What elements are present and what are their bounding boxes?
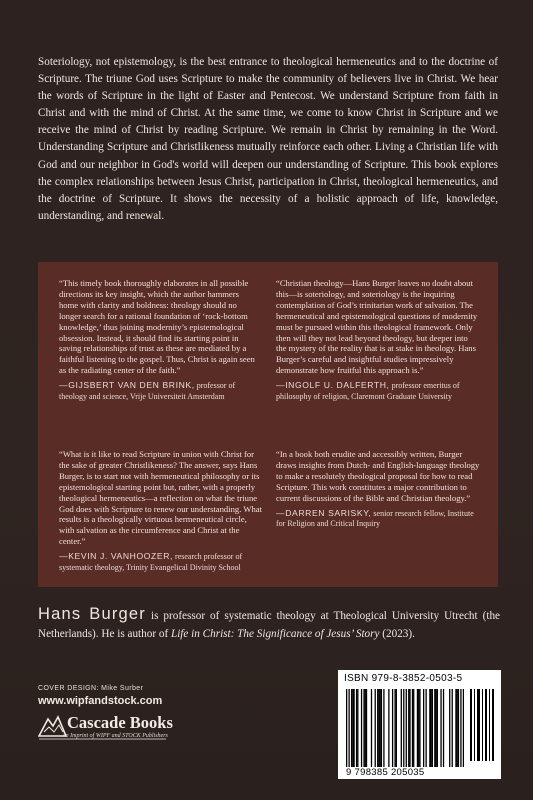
author-name: Hans Burger [38, 605, 147, 623]
endorsement-1 [59, 278, 257, 402]
endorsement-2 [276, 278, 480, 402]
barcode-bar [361, 689, 362, 767]
barcode-digits: 9 798385 205035 [346, 767, 425, 778]
barcode-bar [351, 689, 352, 767]
barcode-bar [440, 689, 441, 767]
endorser-name: —INGOLF U. DALFERTH, [276, 380, 390, 391]
author-bio-end: (2023). [379, 627, 415, 640]
author-bio [38, 606, 500, 643]
endorsement-attribution [59, 551, 263, 573]
endorsement-attribution [59, 380, 257, 402]
endorser-name: —KEVIN J. VANHOOZER, [59, 551, 174, 562]
barcode-bar [458, 689, 459, 767]
barcode-bar [418, 689, 419, 767]
endorsement-quote: “What is it like to read Scripture in union with Christ for the sake of greater Christlikeness? The answer, says Hans Burger, is to start not with hermeneutical philosophy or its epistemological starting point but, rather, with a properly theological hermeneutics—a reflection on what the triune God does with Scripture to renew our understanding. What results is a theologically virtuous hermeneutical circle, with salvation as the circumference and Christ at the center.” [59, 449, 262, 547]
endorser-title: senior research fellow, Institute for Religion and Critical Inquiry [276, 508, 474, 529]
endorsement-attribution [276, 380, 480, 402]
barcode-bar [452, 689, 453, 767]
barcode-bar [419, 689, 420, 767]
barcode-bar [429, 689, 430, 767]
endorsement-quote: “In a book both erudite and accessibly written, Burger draws insights from Dutch- and English-language theology to make a resolutely theological proposal for how to read Scripture. This work constitutes a major contribution to current discussions of the Bible and Christian theology.” [276, 449, 480, 503]
barcode-bar [380, 689, 381, 767]
barcode-bar [425, 689, 426, 767]
barcode-bar [383, 689, 384, 767]
barcode [346, 689, 464, 767]
barcode-bar [457, 689, 458, 767]
barcode-bar [435, 689, 436, 767]
barcode-bar [430, 689, 431, 767]
barcode-bar [363, 689, 364, 767]
barcode-bar [463, 689, 464, 767]
isbn-label: ISBN 979-8-3852-0503-5 [344, 673, 463, 684]
barcode-bar [443, 689, 444, 767]
barcode-bar [409, 689, 410, 767]
barcode-bar [437, 689, 438, 767]
barcode-bar [434, 689, 435, 767]
endorser-name: —GIJSBERT VAN DEN BRINK, [59, 380, 195, 391]
barcode-bar [432, 689, 433, 767]
barcode-bar [408, 689, 409, 767]
cover-design-credit: COVER DESIGN: Mike Surber [38, 685, 144, 692]
barcode-bar [375, 689, 376, 767]
publisher-website[interactable]: www.wipfandstock.com [38, 695, 163, 707]
book-description: Soteriology, not epistemology, is the best entrance to theological hermeneutics and to the doctrine of Scripture. The triune God uses Scripture to make the community of believers live in Christ. We hear the words of Scripture in the light of Easter and Pentecost. We understand Scripture from faith in Christ and with the mind of Christ. At the same time, we come to know Christ in Scripture and we receive the mind of Christ by reading Scripture. We remain in Christ by remaining in the Word. Understanding Scripture and Christlikeness mutually reinforce each other. Living a Christian life with God and our neighbor in God's world will deepen our understanding of Scripture. This book explores the complex relationships between Jesus Christ, participation in Christ, theological hermeneutics, and the doctrine of Scripture. It shows the necessity of a holistic approach of life, knowledge, understanding, and renewal. [38, 56, 498, 222]
barcode-bar [352, 689, 353, 767]
barcode-bar [392, 689, 393, 767]
publisher-name: Cascade Books [67, 713, 173, 732]
barcode-bar [378, 689, 379, 767]
barcode-bar [413, 689, 414, 767]
barcode-bar [348, 689, 349, 767]
barcode-bar [394, 689, 395, 767]
endorsement-attribution [276, 508, 480, 530]
author-bio-text: is professor of systematic theology at Theological University Utrecht (the Netherlands). He is author of [38, 610, 501, 640]
endorsement-quote: “Christian theology—Hans Burger leaves no doubt about this—is soteriology, and soteriology is the inquiring contemplation of God’s trinitarian work of salvation. The hermeneutical and epistemological questions of modernity must be pursued within this theological framework. Only then will they not lead beyond theology, but deeper into the mystery of the reality that is at stake in theology. Hans Burger’s careful and insightful studies impressively demonstrate how fruitful this approach is.” [276, 278, 478, 376]
barcode-bar [460, 689, 461, 767]
barcode-bar [365, 689, 366, 767]
endorser-title: professor emeritus of philosophy of religion, Claremont Graduate University [276, 381, 460, 401]
barcode-bar [412, 689, 413, 767]
endorsement-quote: “This timely book thoroughly elaborates in all possible directions its key insight, which the author hammers home with clarity and boldness: theology should no longer search for a rational foundation of ‘rock-bottom knowledge,’ thus joining modernity’s epistemological obsession. Instead, it should find its starting point in saving relationships of trust as these are mediated by a faithful listening to the gospel. Thus, Christ is again seen as the radiating center of the faith.” [59, 278, 255, 376]
endorser-title: research professor of systematic theology, Trinity Evangelical Divinity School [59, 552, 243, 572]
publisher-imprint: An Imprint of WIPF and STOCK Publishers [62, 733, 168, 739]
barcode-bar [371, 689, 372, 767]
barcode-bar [449, 689, 450, 767]
barcode-bar [353, 689, 354, 767]
barcode-bar [381, 689, 382, 767]
barcode-bar [417, 689, 418, 767]
barcode-bar [377, 689, 378, 767]
author-book-title: Life in Christ: The Significance of Jesus’ Story [170, 627, 380, 640]
barcode-bar [401, 689, 402, 767]
barcode-bar [357, 689, 358, 767]
barcode-bar [423, 689, 424, 767]
endorser-title: professor of theology and science, Vrije Universiteit Amsterdam [59, 381, 236, 401]
barcode-bar [346, 689, 347, 767]
endorsement-3 [59, 449, 263, 573]
barcode-bar [388, 689, 389, 767]
endorsements-panel [38, 262, 498, 587]
barcode-bar [455, 689, 456, 767]
barcode-bar [366, 689, 367, 767]
endorsement-4 [276, 449, 480, 530]
barcode-bar [403, 689, 404, 767]
barcode-bar [406, 689, 407, 767]
barcode-area [338, 670, 501, 779]
barcode-bar [356, 689, 357, 767]
endorser-name: —DARREN SARISKY, [276, 507, 372, 518]
barcode-bar [396, 689, 397, 767]
price-barcode [469, 689, 495, 761]
